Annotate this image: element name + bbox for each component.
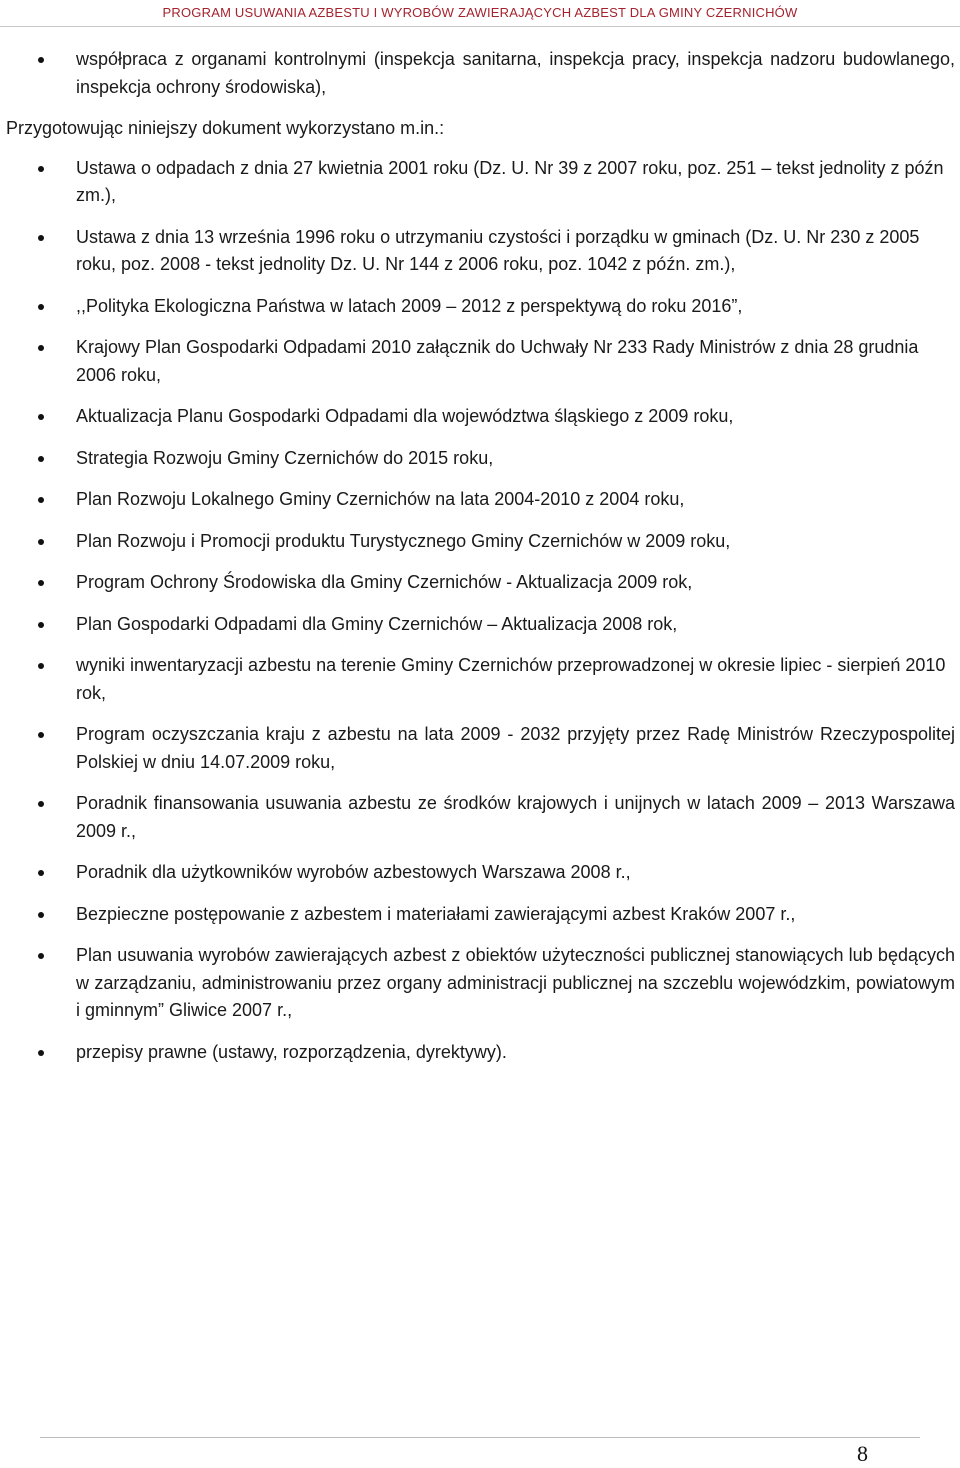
- list-item-text: Plan Rozwoju Lokalnego Gminy Czernichów na lata 2004-2010 z 2004 roku,: [76, 489, 685, 509]
- bullet-icon: [38, 580, 44, 586]
- list-item-text: Program Ochrony Środowiska dla Gminy Czernichów - Aktualizacja 2009 rok,: [76, 572, 693, 592]
- list-item-text: Strategia Rozwoju Gminy Czernichów do 2015 roku,: [76, 447, 494, 468]
- list-item-text: przepisy prawne (ustawy, rozporządzenia, dyrektywy).: [76, 1041, 507, 1062]
- bullet-icon: [38, 912, 44, 918]
- bullet-icon: [38, 953, 44, 959]
- list-item-text: Poradnik dla użytkowników wyrobów azbestowych Warszawa 2008 r.,: [76, 862, 631, 882]
- bullet-icon: [38, 57, 44, 63]
- cooperation-list: [0, 46, 960, 101]
- list-item: [0, 334, 960, 389]
- list-item: [0, 569, 960, 597]
- list-item-text: Program oczyszczania kraju z azbestu na lata 2009 - 2032 przyjęty przez Radę Ministrów Rzeczypospolitej Polskiej w dniu 14.07.2009 roku,: [76, 724, 955, 772]
- sources-intro: Przygotowując niniejszy dokument wykorzystano m.in.:: [6, 118, 445, 138]
- list-item: [0, 528, 960, 556]
- bullet-icon: [38, 345, 44, 351]
- page-content: [0, 46, 960, 1080]
- list-item: [0, 486, 960, 514]
- bullet-icon: [38, 166, 44, 172]
- bullet-icon: [38, 456, 44, 462]
- list-item-text: współpraca z organami kontrolnymi (inspekcja sanitarna, inspekcja pracy, inspekcja nadzoru budowlanego, inspekcja ochrony środowiska),: [76, 49, 955, 97]
- list-item-text: Poradnik finansowania usuwania azbestu ze środków krajowych i unijnych w latach 2009 – 2013 Warszawa 2009 r.,: [76, 793, 955, 841]
- list-item: [0, 46, 960, 101]
- list-item: [0, 721, 960, 776]
- list-item-text: Plan usuwania wyrobów zawierających azbest z obiektów użyteczności publicznej stanowiących lub będących w zarządzaniu, administrowaniu przez organy administracji publicznej na szczeblu wojewódzkim, powiatowym i gminnym” Gliwice 2007 r.,: [76, 945, 955, 1020]
- bullet-icon: [38, 663, 44, 669]
- bullet-icon: [38, 304, 44, 310]
- running-header: PROGRAM USUWANIA AZBESTU I WYROBÓW ZAWIERAJĄCYCH AZBEST DLA GMINY CZERNICHÓW: [162, 5, 798, 20]
- bullet-icon: [38, 870, 44, 876]
- footer-divider: [40, 1437, 920, 1438]
- list-item: [0, 155, 960, 210]
- list-item: [0, 901, 960, 929]
- list-item-text: Bezpieczne postępowanie z azbestem i materiałami zawierającymi azbest Kraków 2007 r.,: [76, 903, 796, 924]
- list-item-text: wyniki inwentaryzacji azbestu na terenie Gminy Czernichów przeprowadzonej w okresie lipiec - sierpień 2010 rok,: [76, 655, 946, 703]
- list-item: [0, 790, 960, 845]
- bullet-icon: [38, 497, 44, 503]
- list-item: [0, 224, 960, 279]
- list-item-text: Plan Rozwoju i Promocji produktu Turystycznego Gminy Czernichów w 2009 roku,: [76, 530, 731, 551]
- list-item: [0, 859, 960, 887]
- bullet-icon: [38, 1050, 44, 1056]
- bullet-icon: [38, 539, 44, 545]
- bullet-icon: [38, 414, 44, 420]
- bullet-icon: [38, 235, 44, 241]
- page-number: 8: [857, 1441, 868, 1466]
- list-item-text: Krajowy Plan Gospodarki Odpadami 2010 załącznik do Uchwały Nr 233 Rady Ministrów z dnia 28 grudnia 2006 roku,: [76, 337, 919, 385]
- bullet-icon: [38, 801, 44, 807]
- list-item: [0, 403, 960, 431]
- list-item-text: Plan Gospodarki Odpadami dla Gminy Czernichów – Aktualizacja 2008 rok,: [76, 613, 678, 634]
- list-item: [0, 1039, 960, 1067]
- sources-list: [0, 155, 960, 1067]
- header-divider: [0, 26, 960, 27]
- list-item: [0, 942, 960, 1025]
- list-item-text: Aktualizacja Planu Gospodarki Odpadami dla województwa śląskiego z 2009 roku,: [76, 406, 734, 426]
- list-item-text: Ustawa z dnia 13 września 1996 roku o utrzymaniu czystości i porządku w gminach (Dz. U. Nr 230 z 2005 roku, poz. 2008 - tekst jednolity Dz. U. Nr 144 z 2006 roku, poz. 1042 z późn. zm.),: [76, 226, 920, 274]
- bullet-icon: [38, 622, 44, 628]
- bullet-icon: [38, 732, 44, 738]
- list-item: [0, 652, 960, 707]
- list-item-text: ,,Polityka Ekologiczna Państwa w latach 2009 – 2012 z perspektywą do roku 2016”,: [76, 295, 743, 316]
- list-item: [0, 611, 960, 639]
- list-item: [0, 293, 960, 321]
- list-item: [0, 445, 960, 473]
- list-item-text: Ustawa o odpadach z dnia 27 kwietnia 2001 roku (Dz. U. Nr 39 z 2007 roku, poz. 251 – tekst jednolity z późn zm.),: [76, 157, 944, 205]
